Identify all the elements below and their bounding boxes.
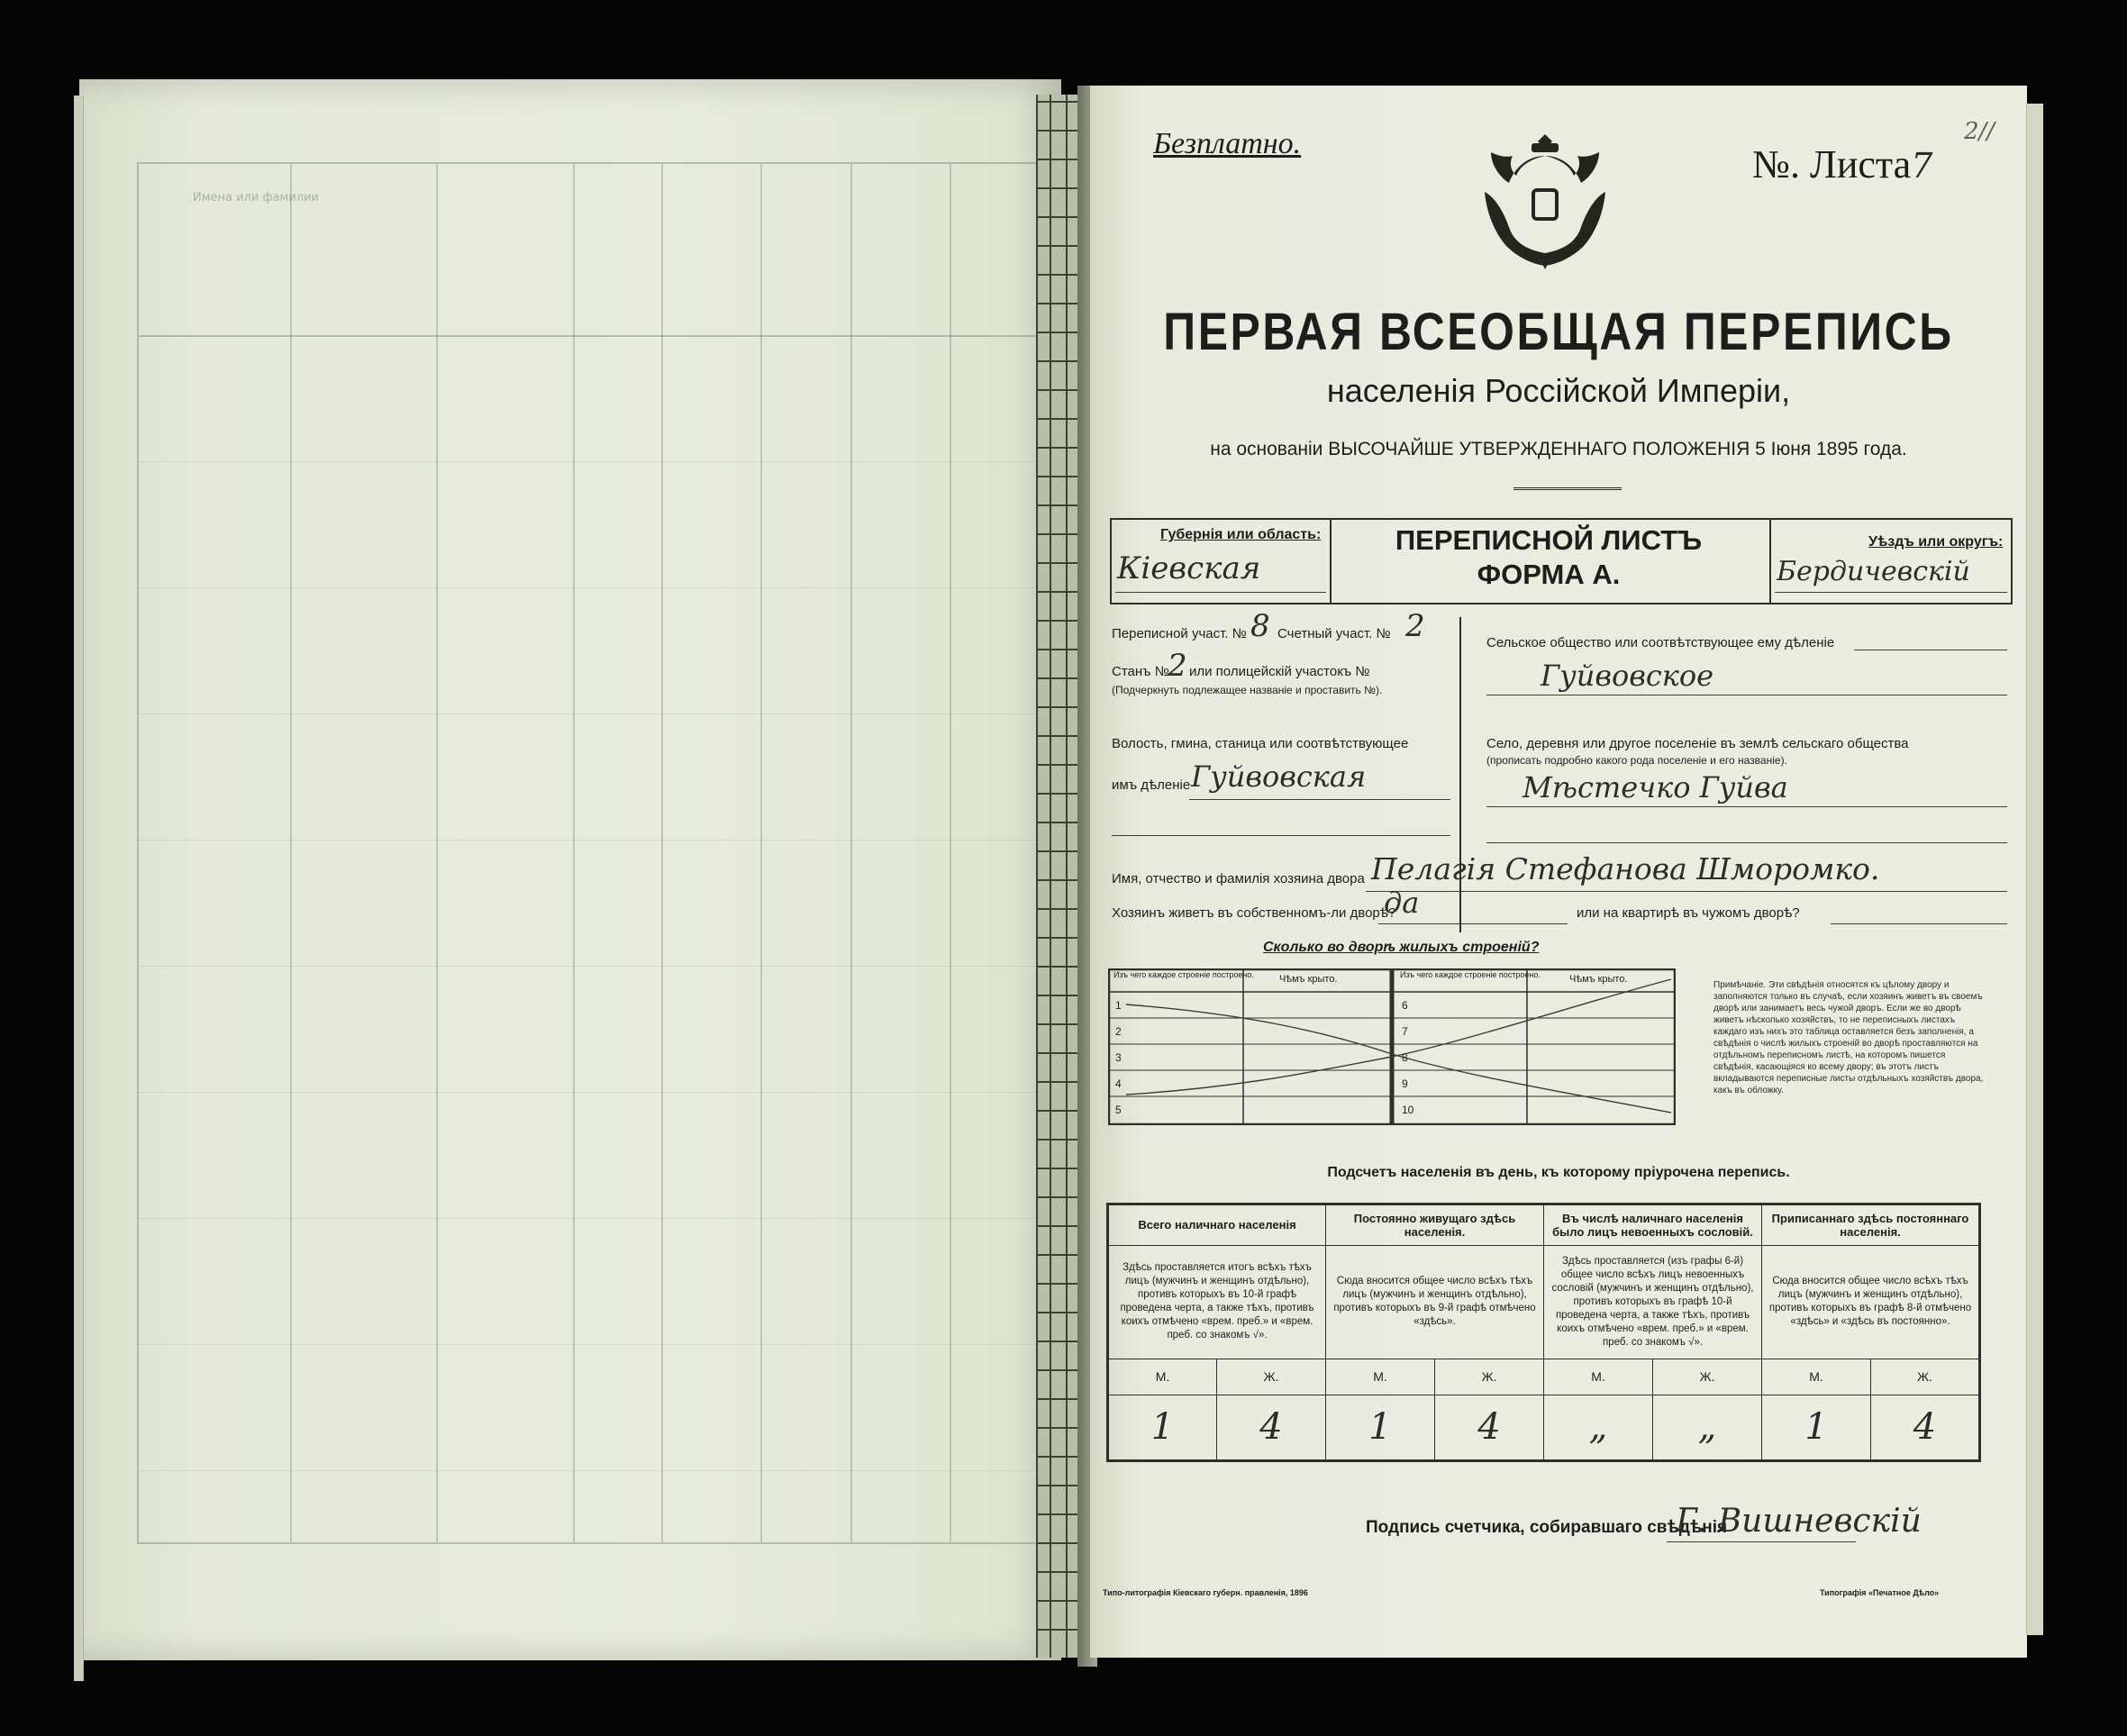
- sheet-number: [1752, 141, 1932, 187]
- buildings-table: [1108, 968, 1676, 1125]
- male-count: 1: [1108, 1395, 1217, 1460]
- society-value: Гуйвовское: [1541, 659, 1714, 693]
- uezd-label: Уѣздъ или округъ:: [1868, 534, 2004, 550]
- population-table: [1106, 1203, 1981, 1462]
- stan-note: (Подчеркнуть подлежащее названіе и проставить №).: [1112, 684, 1383, 696]
- building-row-num: 7: [1402, 1025, 1408, 1038]
- printer-imprint-right: Типографія «Печатное Дѣло»: [1820, 1588, 1940, 1597]
- female-column-label: Ж.: [1435, 1359, 1544, 1395]
- stan-label: Станъ №: [1112, 664, 1169, 679]
- census-district-value: 8: [1250, 608, 1270, 644]
- male-count: 1: [1762, 1395, 1871, 1460]
- building-row-num: 6: [1402, 999, 1408, 1012]
- form-code: ФОРМА А.: [1477, 559, 1621, 590]
- building-row-num: 2: [1115, 1025, 1122, 1038]
- owner-name-value: Пелагія Стефанова Шморомко.: [1371, 851, 1880, 886]
- female-column-label: Ж.: [1871, 1359, 1980, 1395]
- building-row-num: 8: [1402, 1051, 1408, 1064]
- binding-spine-grid: [1036, 95, 1081, 1658]
- sheet-number-value: 7: [1911, 146, 1933, 186]
- form-name: [1328, 523, 1769, 592]
- lives-own-value: да: [1384, 886, 1420, 920]
- building-row-num: 10: [1402, 1104, 1414, 1116]
- female-count: 4: [1217, 1395, 1326, 1460]
- group-description: Сюда вносится общее число всѣхъ тѣхъ лицъ (мужчинъ и женщинъ отдѣльно), противъ которыхъ въ графѣ 8-й отмѣчено «здѣсь» и «здѣсь въ постоянно».: [1762, 1245, 1980, 1359]
- uezd-box: [1769, 518, 2013, 604]
- lives-rent-label: или на квартирѣ въ чужомъ дворѣ?: [1577, 905, 1800, 921]
- male-column-label: М.: [1108, 1359, 1217, 1395]
- building-row-num: 1: [1115, 999, 1122, 1012]
- population-title: Подсчетъ населенія въ день, къ которому пріурочена перепись.: [1327, 1165, 1790, 1180]
- male-count: „: [1544, 1395, 1653, 1460]
- building-row-num: 9: [1402, 1077, 1408, 1090]
- building-row-num: 4: [1115, 1077, 1122, 1090]
- buildings-col-material-left: Изъ чего каждое строеніе построено.: [1113, 970, 1254, 979]
- lives-own-label: Хозяинъ живетъ въ собственномъ-ли дворѣ?: [1112, 905, 1396, 921]
- form-title: ПЕРВАЯ ВСЕОБЩАЯ ПЕРЕПИСЬ: [1163, 303, 1954, 361]
- settlement-value: Мѣстечко Гуйва: [1523, 770, 1788, 804]
- guberniya-box: [1110, 518, 1332, 604]
- printer-imprint-left: Типо-литографія Кіевскаго губерн. правленія, 1896: [1103, 1588, 1308, 1597]
- male-column-label: М.: [1326, 1359, 1435, 1395]
- volost-label-b: имъ дѣленіе: [1112, 777, 1191, 793]
- ornament-divider: [1513, 487, 1622, 499]
- building-row-num: 3: [1115, 1051, 1122, 1064]
- stan-value: 2: [1168, 648, 1187, 684]
- page-stack-right: [2026, 104, 2043, 1635]
- archive-corner-note: 2//: [1964, 118, 1995, 145]
- owner-label: Имя, отчество и фамилія хозяина двора: [1112, 871, 1365, 886]
- volost-label: Волость, гмина, станица или соотвѣтствующее: [1112, 736, 1409, 751]
- census-district-label: Переписной участ. №: [1112, 626, 1247, 641]
- signature-label: Подпись счетчика, собиравшаго свѣдѣнія: [1366, 1518, 1728, 1537]
- free-of-charge-label: Безплатно.: [1153, 127, 1302, 160]
- building-row-num: 5: [1115, 1104, 1122, 1116]
- form-subtitle: населенія Россійской Имперіи,: [1326, 372, 1791, 409]
- left-page: [79, 79, 1061, 1660]
- settlement-label: Село, деревня или другое поселеніе въ землѣ сельскаго общества: [1486, 736, 1909, 751]
- female-count: 4: [1435, 1395, 1544, 1460]
- group-description: Здѣсь проставляется (изъ графы 6-й) общее число всѣхъ лицъ невоенныхъ сословій (мужчинъ и женщинъ отдѣльно), противъ которыхъ въ графѣ 10-й проведена черта, а также тѣхъ, противъ коихъ отмѣчено «врем. преб.» и «врем. преб. со знакомъ √».: [1544, 1245, 1762, 1359]
- buildings-col-roof-left: Чѣмъ крыто.: [1279, 974, 1338, 985]
- police-district-label: или полицейскій участокъ №: [1189, 664, 1370, 679]
- group-description: Сюда вносится общее число всѣхъ тѣхъ лицъ (мужчинъ и женщинъ отдѣльно), противъ которыхъ въ 9-й графѣ отмѣчено «здѣсь».: [1326, 1245, 1544, 1359]
- guberniya-value: Кіевская: [1117, 550, 1261, 586]
- uezd-value: Бердичевскій: [1777, 556, 1970, 587]
- ghost-ruled-table: [137, 162, 1041, 1544]
- group-header: Всего наличнаго населенія: [1108, 1204, 1326, 1246]
- buildings-col-roof-right: Чѣмъ крыто.: [1569, 974, 1628, 985]
- census-form-page: [1090, 86, 2027, 1658]
- male-count: 1: [1326, 1395, 1435, 1460]
- ghost-header-text: Имена или фамилии: [193, 191, 320, 205]
- enumerator-signature: Г. Вишневскій: [1676, 1503, 1922, 1540]
- buildings-question: Сколько во дворѣ жилыхъ строеній?: [1263, 940, 1540, 955]
- society-label: Сельское общество или соотвѣтствующее ему дѣленіе: [1486, 635, 1835, 650]
- female-count: 4: [1871, 1395, 1980, 1460]
- volost-value: Гуйвовская: [1191, 759, 1367, 794]
- male-column-label: М.: [1544, 1359, 1653, 1395]
- count-district-label: Счетный участ. №: [1277, 626, 1391, 641]
- guberniya-label: Губернія или область:: [1160, 527, 1322, 542]
- group-description: Здѣсь проставляется итогъ всѣхъ тѣхъ лицъ (мужчинъ и женщинъ отдѣльно), противъ которыхъ въ 10-й графѣ проведена черта, а также тѣхъ, противъ коихъ отмѣчено «врем. преб.» и «врем. преб. со знакомъ √».: [1108, 1245, 1326, 1359]
- group-header: Въ числѣ наличнаго населенія было лицъ невоенныхъ сословій.: [1544, 1204, 1762, 1246]
- sheet-number-label: №. Листа: [1752, 142, 1912, 186]
- settlement-note: (прописать подробно какого рода поселеніе и его названіе).: [1486, 754, 1787, 767]
- female-column-label: Ж.: [1217, 1359, 1326, 1395]
- legal-basis-line: на основаніи ВЫСОЧАЙШЕ УТВЕРЖДЕННАГО ПОЛОЖЕНІЯ 5 Іюня 1895 года.: [1210, 439, 1907, 459]
- male-column-label: М.: [1762, 1359, 1871, 1395]
- female-count: „: [1653, 1395, 1762, 1460]
- form-title-line: ПЕРЕПИСНОЙ ЛИСТЪ: [1395, 524, 1703, 556]
- count-district-value: 2: [1405, 608, 1425, 644]
- group-header: Постоянно живущаго здѣсь населенія.: [1326, 1204, 1544, 1246]
- group-header: Приписаннаго здѣсь постояннаго населенія.: [1762, 1204, 1980, 1246]
- form-name-box: [1328, 518, 1769, 604]
- female-column-label: Ж.: [1653, 1359, 1762, 1395]
- page-stack-edge: [74, 95, 84, 1681]
- buildings-footnote: Примѣчаніе. Эти свѣдѣнія относятся къ цѣлому двору и заполняются только въ случаѣ, если хозяинъ живетъ въ своемъ дворѣ или занимаетъ весь чужой дворъ. Если же во дворѣ живетъ нѣсколько хозяйствъ, то не переписныхъ листахъ каждаго изъ нихъ это таблица оставляется безъ заполненія, а свѣдѣнія о числѣ жилыхъ строеній во дворѣ проставляются на отдѣльномъ переписномъ листѣ, на которомъ пишется свѣдѣнія, касающіяся ко всему двору; въ этотъ листъ вкладываются переписные листы отдѣльныхъ хозяйствъ двора, какъ въ обложку.: [1713, 980, 1984, 1095]
- ghost-table-header: [139, 164, 1040, 337]
- double-headed-eagle-icon: [1477, 129, 1613, 273]
- buildings-col-material-right: Изъ чего каждое строеніе построено.: [1400, 970, 1541, 979]
